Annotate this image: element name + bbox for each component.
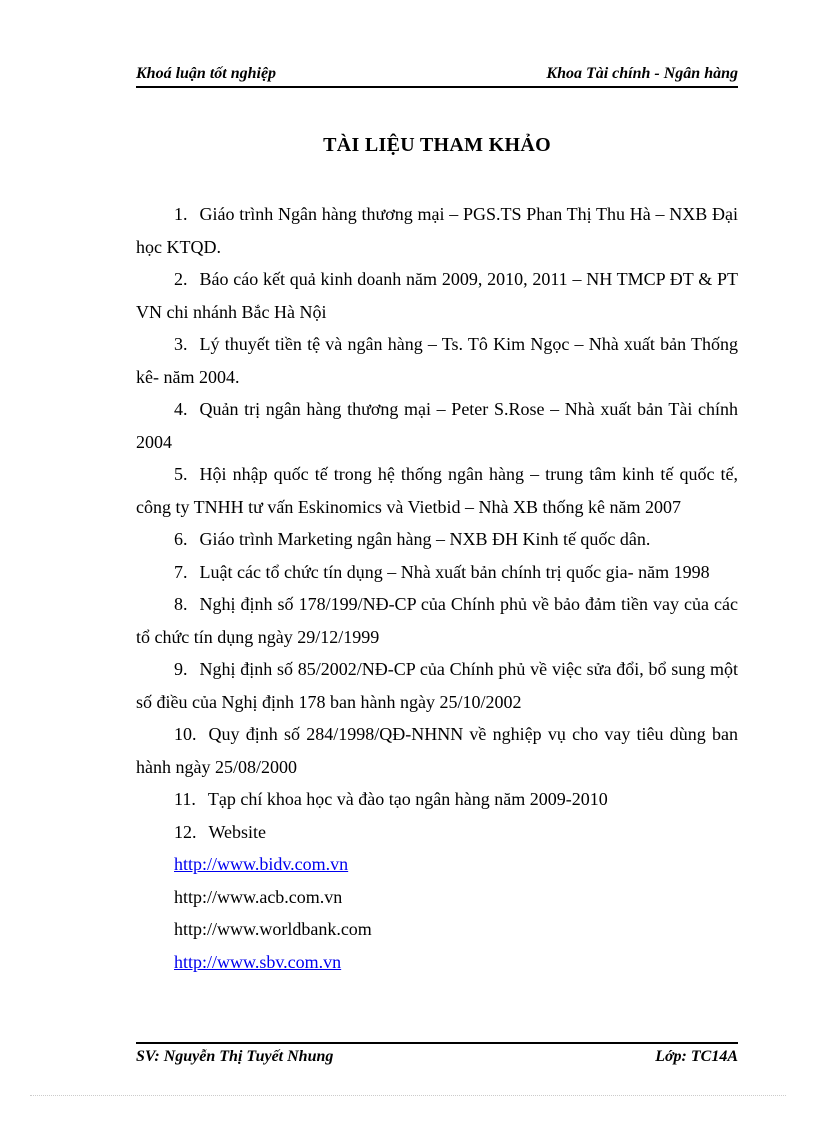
reference-item: 2. Báo cáo kết quả kinh doanh năm 2009, 2010, 2011 – NH TMCP ĐT & PT VN chi nhánh Bắc Hà Nội (136, 269, 738, 322)
reference-item: 1. Giáo trình Ngân hàng thương mại – PGS.TS Phan Thị Thu Hà – NXB Đại học KTQD. (136, 204, 738, 257)
website-item (136, 946, 738, 979)
reference-item: 8. Nghị định số 178/199/NĐ-CP của Chính phủ về bảo đảm tiền vay của các tổ chức tín dụng ngày 29/12/1999 (136, 594, 738, 647)
header-thesis-label: Khoá luận tốt nghiệp (136, 65, 277, 82)
reference-item: 9. Nghị định số 85/2002/NĐ-CP của Chính phủ về việc sửa đổi, bổ sung một số điều của Nghị định 178 ban hành ngày 25/10/2002 (136, 659, 738, 712)
page-footer (136, 1042, 738, 1068)
website-acb: http://www.acb.com.vn (174, 886, 343, 907)
reference-item: 11. Tạp chí khoa học và đào tạo ngân hàng năm 2009-2010 (174, 789, 608, 809)
link-sbv[interactable]: http://www.sbv.com.vn (174, 951, 342, 972)
reference-list (136, 198, 738, 978)
footer-student-name: SV: Nguyễn Thị Tuyết Nhung (136, 1048, 334, 1065)
footer-class-label: Lớp: TC14A (655, 1048, 738, 1065)
page-title: TÀI LIỆU THAM KHẢO (323, 134, 551, 156)
header-faculty-label: Khoa Tài chính - Ngân hàng (546, 65, 738, 82)
reference-item: 4. Quản trị ngân hàng thương mại – Peter S.Rose – Nhà xuất bản Tài chính 2004 (136, 399, 738, 452)
website-item (136, 848, 738, 881)
reference-item: 5. Hội nhập quốc tế trong hệ thống ngân hàng – trung tâm kinh tế quốc tế, công ty TNHH tư vấn Eskinomics và Vietbid – Nhà XB thống kê năm 2007 (136, 464, 738, 517)
page-bottom-divider (30, 1095, 786, 1096)
reference-item: 12. Website (174, 821, 267, 842)
reference-item: 7. Luật các tổ chức tín dụng – Nhà xuất bản chính trị quốc gia- năm 1998 (174, 561, 710, 582)
website-worldbank: http://www.worldbank.com (174, 919, 372, 939)
page-header (136, 62, 738, 88)
reference-item: 10. Quy định số 284/1998/QĐ-NHNN về nghiệp vụ cho vay tiêu dùng ban hành ngày 25/08/2000 (136, 724, 738, 777)
reference-item: 3. Lý thuyết tiền tệ và ngân hàng – Ts. Tô Kim Ngọc – Nhà xuất bản Thống kê- năm 2004. (136, 334, 738, 387)
reference-item: 6. Giáo trình Marketing ngân hàng – NXB ĐH Kinh tế quốc dân. (174, 529, 651, 549)
link-bidv[interactable]: http://www.bidv.com.vn (174, 854, 349, 874)
